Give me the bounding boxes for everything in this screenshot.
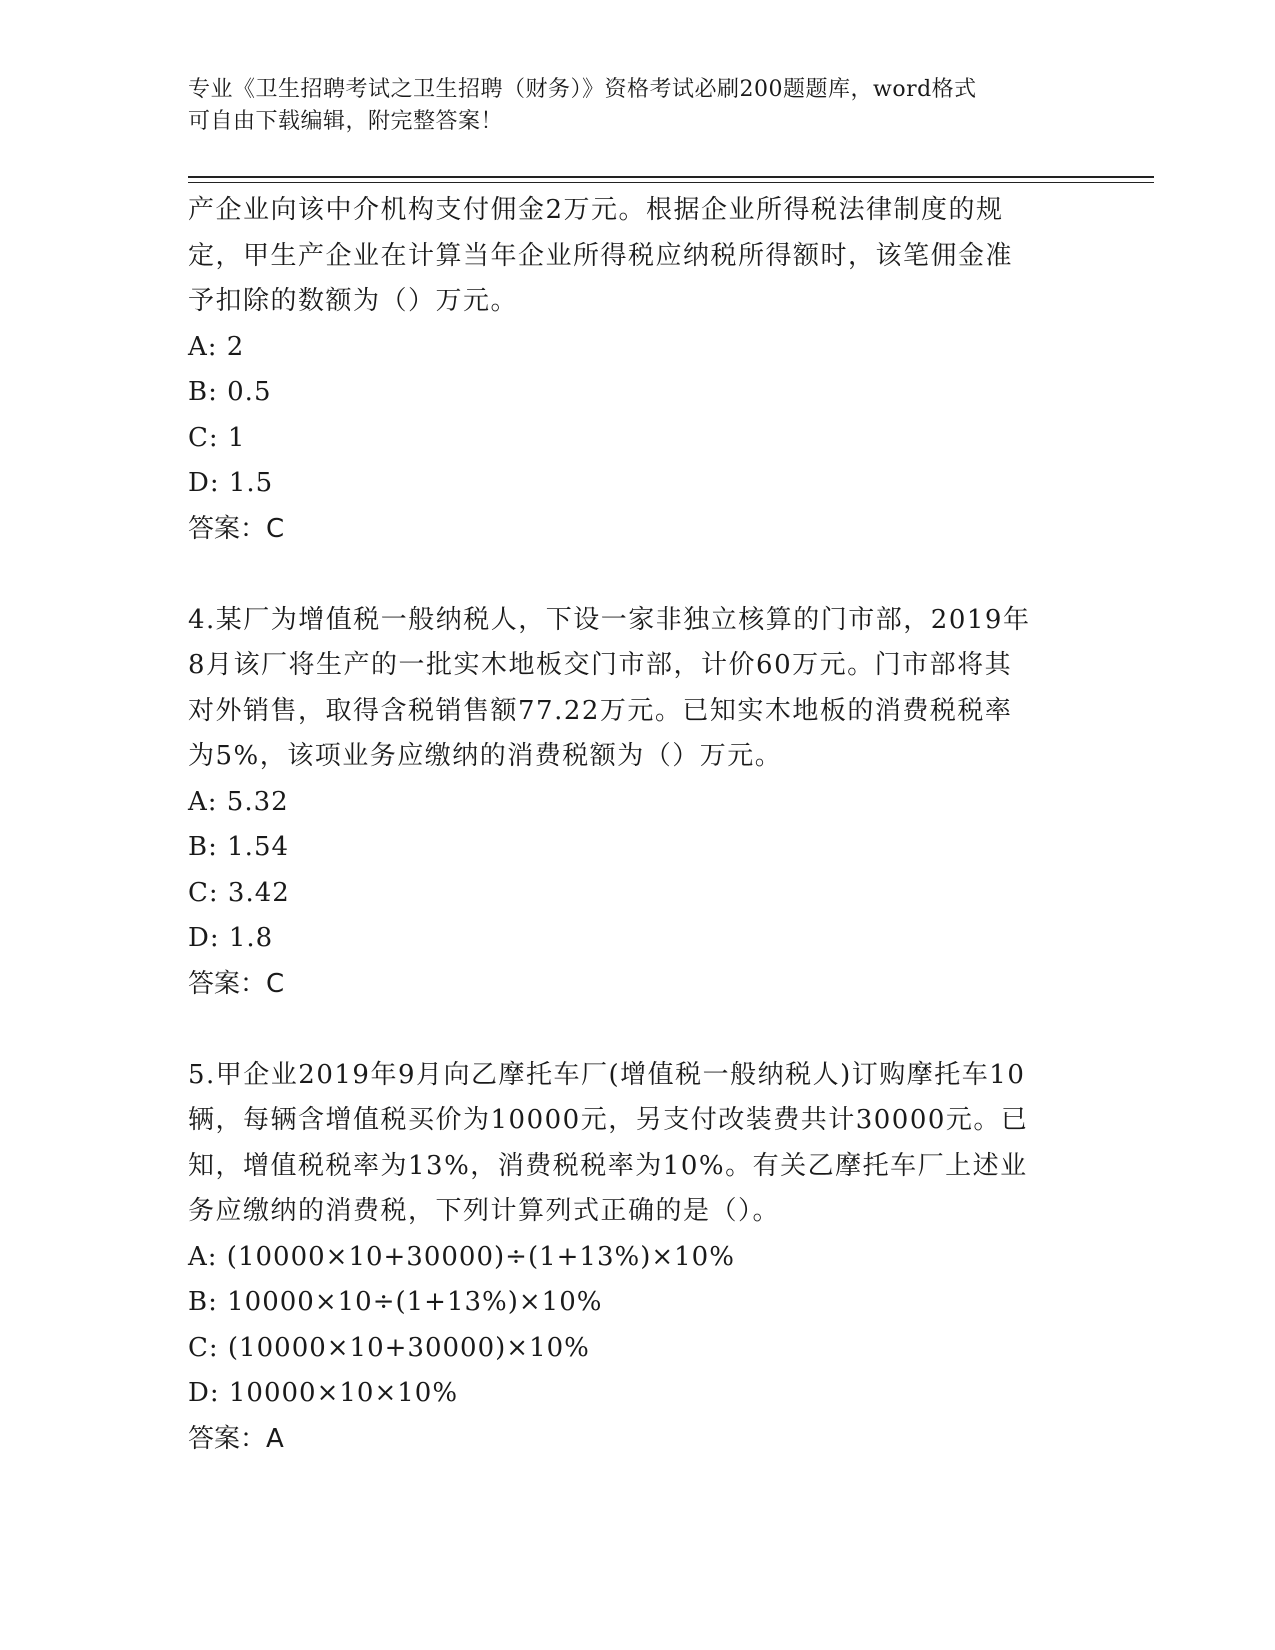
question-list xyxy=(188,188,1088,1462)
option-d: D: 1.8 xyxy=(188,923,274,953)
option-c: C: 3.42 xyxy=(188,877,290,908)
question-text-line: 4.某厂为增值税一般纳税人，下设一家非独立核算的门市部，2019年 xyxy=(188,604,1031,635)
question-4 xyxy=(188,598,1088,1008)
question-3 xyxy=(188,188,1088,552)
question-5 xyxy=(188,1053,1088,1463)
question-text-line: 辆，每辆含增值税买价为10000元，另支付改装费共计30000元。已 xyxy=(188,1105,1029,1135)
option-c: C: 1 xyxy=(188,422,246,453)
option-a: A: 2 xyxy=(188,331,245,362)
option-d: D: 1.5 xyxy=(188,468,274,498)
answer: 答案：A xyxy=(188,1423,284,1454)
spacer xyxy=(188,1007,1088,1053)
question-text-line: 知，增值税税率为13%，消费税税率为10%。有关乙摩托车厂上述业 xyxy=(188,1150,1028,1181)
option-b: B: 1.54 xyxy=(188,832,290,862)
question-text-line: 定，甲生产企业在计算当年企业所得税应纳税所得额时，该笔佣金准 xyxy=(188,240,1014,271)
option-d: D: 10000×10×10% xyxy=(188,1378,459,1408)
spacer xyxy=(188,552,1088,598)
question-text-line: 予扣除的数额为（）万元。 xyxy=(188,286,519,316)
question-text-line: 为5%，该项业务应缴纳的消费税额为（）万元。 xyxy=(188,741,783,771)
option-a: A: 5.32 xyxy=(188,786,289,817)
question-text-line: 产企业向该中介机构支付佣金2万元。根据企业所得税法律制度的规 xyxy=(188,195,1004,225)
answer: 答案：C xyxy=(188,968,285,999)
header-rule-thick xyxy=(188,176,1154,178)
answer: 答案：C xyxy=(188,513,285,544)
header-line-2: 可自由下载编辑，附完整答案！ xyxy=(188,109,504,134)
question-text-line: 8月该厂将生产的一批实木地板交门市部，计价60万元。门市部将其 xyxy=(188,650,1013,680)
option-c: C: (10000×10+30000)×10% xyxy=(188,1332,590,1363)
option-b: B: 0.5 xyxy=(188,377,272,407)
option-b: B: 10000×10÷(1+13%)×10% xyxy=(188,1287,603,1317)
header-line-1: 专业《卫生招聘考试之卫生招聘（财务）》资格考试必刷200题题库，word格式 xyxy=(188,77,977,102)
question-text-line: 务应缴纳的消费税，下列计算列式正确的是（）。 xyxy=(188,1196,781,1226)
question-text-line: 5.甲企业2019年9月向乙摩托车厂(增值税一般纳税人)订购摩托车10 xyxy=(188,1059,1026,1090)
header-rule-thin xyxy=(188,182,1154,183)
option-a: A: (10000×10+30000)÷(1+13%)×10% xyxy=(188,1241,735,1272)
question-text-line: 对外销售，取得含税销售额77.22万元。已知实木地板的消费税税率 xyxy=(188,695,1013,726)
page-header xyxy=(188,74,1068,138)
